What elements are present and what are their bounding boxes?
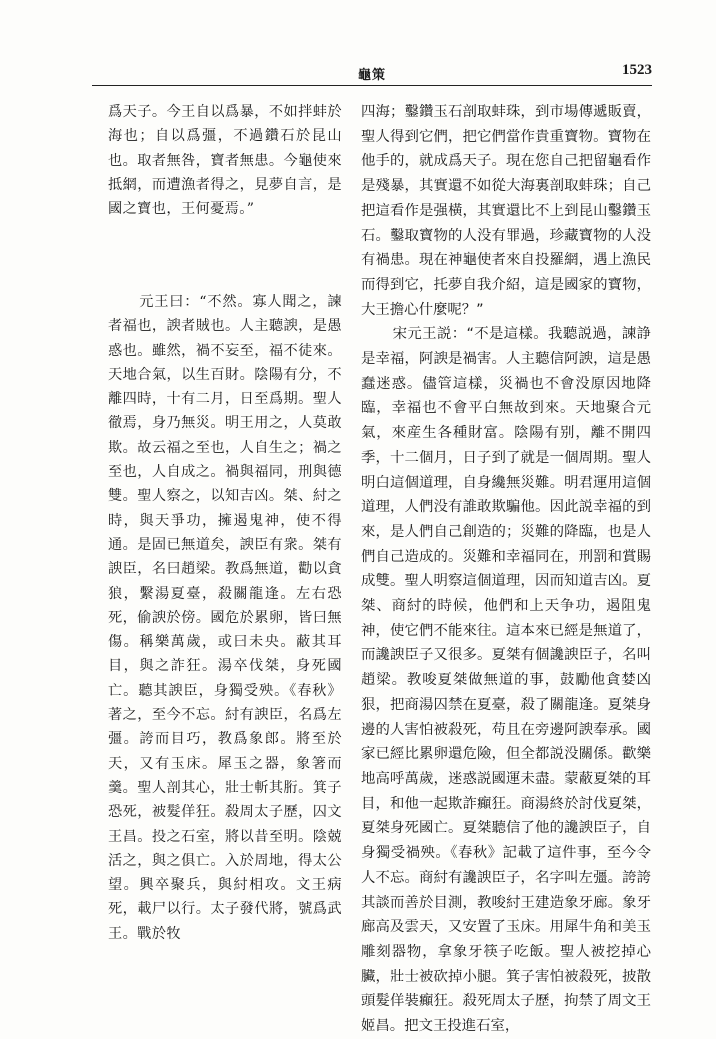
header-rule — [92, 85, 652, 86]
translation-paragraph-1: 四海；鑿鑽玉石剖取蚌珠，到市場傳遞販賣，聖人得到它們，把它們當作貴重寶物。寶物在他手的，就成爲天子。現在您自己把留龜看作是殘暴，其實還不如從大海裏剖取蚌珠；自己把這看作是强橫，其實還比不上到昆山鑿鑽玉石。鑿取寶物的人没有罪過，珍藏寶物的人没有禍患。現在神龜使者來自投羅網，遇上漁民而得到它，托夢自我介紹，這是國家的寶物，大王擔心什麼呢？” — [361, 104, 651, 318]
classical-paragraph-1: 爲天子。今王自以爲暴，不如拌蚌於海也；自以爲彊，不過鑽石於昆山也。取者無咎，寶者無患。今龜使來抵網，而遭漁者得之，見夢自言，是國之寶也，王何憂焉。” — [108, 104, 342, 218]
translation-column — [361, 100, 651, 1039]
classical-text-block-2 — [108, 290, 342, 946]
classical-text-block-1 — [108, 100, 342, 221]
classical-paragraph-2: 元王曰：“不然。寡人聞之，諫者福也，諛者賊也。人主聽諛，是愚惑也。雖然，禍不妄至，福不徒來。天地合氣，以生百財。陰陽有分，不離四時，十有二月，日至爲期。聖人徹焉，身乃無災。明王用之，人莫敢欺。故云福之至也，人自生之；禍之至也，人自成之。禍與福同，刑與德雙。聖人察之，以知吉凶。桀、紂之時，與天爭功，擁遏鬼神，使不得通。是固已無道矣，諛臣有衆。桀有諛臣，名曰趙梁。教爲無道，勸以貪狼，繫湯夏臺，殺關龍逢。左右恐死，偷諛於傍。國危於累卵，皆曰無傷。稱樂萬歲，或曰未央。蔽其耳目，與之詐狂。湯卒伐桀，身死國亡。聽其諛臣，身獨受殃。《春秋》著之，至今不忘。紂有諛臣，名爲左彊。誇而目巧，教爲象郎。將至於天，又有玉床。犀玉之器，象箸而羹。聖人剖其心，壯士斬其胻。箕子恐死，被髮佯狂。殺周太子歷，囚文王昌。投之石室，將以昔至明。陰兢活之，與之俱亡。入於周地，得太公望。興卒聚兵，與紂相攻。文王病死，載尸以行。太子發代將，號爲武王。戰於牧 — [108, 294, 342, 942]
page-number: 1523 — [622, 62, 652, 78]
page-header — [92, 62, 652, 84]
translation-paragraph-2: 宋元王説：“不是這樣。我聽説過，諫諍是幸福，阿諛是禍害。人主聽信阿諛，這是愚蠢迷惑。儘管這樣，災禍也不會没原因地降臨，幸福也不會平白無故到來。天地聚合元氣，來産生各種財富。陰陽有别，離不開四季，十二個月，日子到了就是一個周期。聖人明白這個道理，自身纔無災難。明君運用這個道理，人們没有誰敢欺騙他。因此説幸福的到來，是人們自己創造的；災難的降臨，也是人們自己造成的。災難和幸福同在，刑罰和賞賜成雙。聖人明察這個道理，因而知道吉凶。夏桀、商紂的時候，他們和上天争功，遏阻鬼神，使它們不能來往。這本來已經是無道了，而讒諛臣子又很多。夏桀有個讒諛臣子，名叫趙梁。教唆夏桀做無道的事，鼓勵他貪婪凶狠，把商湯囚禁在夏臺，殺了關龍逢。夏桀身邊的人害怕被殺死，苟且在旁邊阿諛奉承。國家已經比累卵還危險，但全都説没關係。歡樂地高呼萬歲，迷惑説國運未盡。蒙蔽夏桀的耳目，和他一起欺詐癲狂。商湯終於討伐夏桀，夏桀身死國亡。夏桀聽信了他的讒諛臣子，自身獨受禍殃。《春秋》記載了這件事，至今令人不忘。商紂有讒諛臣子，名字叫左彊。誇誇其談而善於目測，教唆紂王建造象牙廊。象牙廊高及雲天，又安置了玉床。用犀牛角和美玉雕刻器物，拿象牙筷子吃飯。聖人被挖掉心臟，壯士被砍掉小腿。箕子害怕被殺死，披散頭髮佯裝癲狂。殺死周太子歷，拘禁了周文王姬昌。把文王投進石室， — [361, 326, 651, 1035]
running-head: 龜策 — [357, 68, 386, 83]
